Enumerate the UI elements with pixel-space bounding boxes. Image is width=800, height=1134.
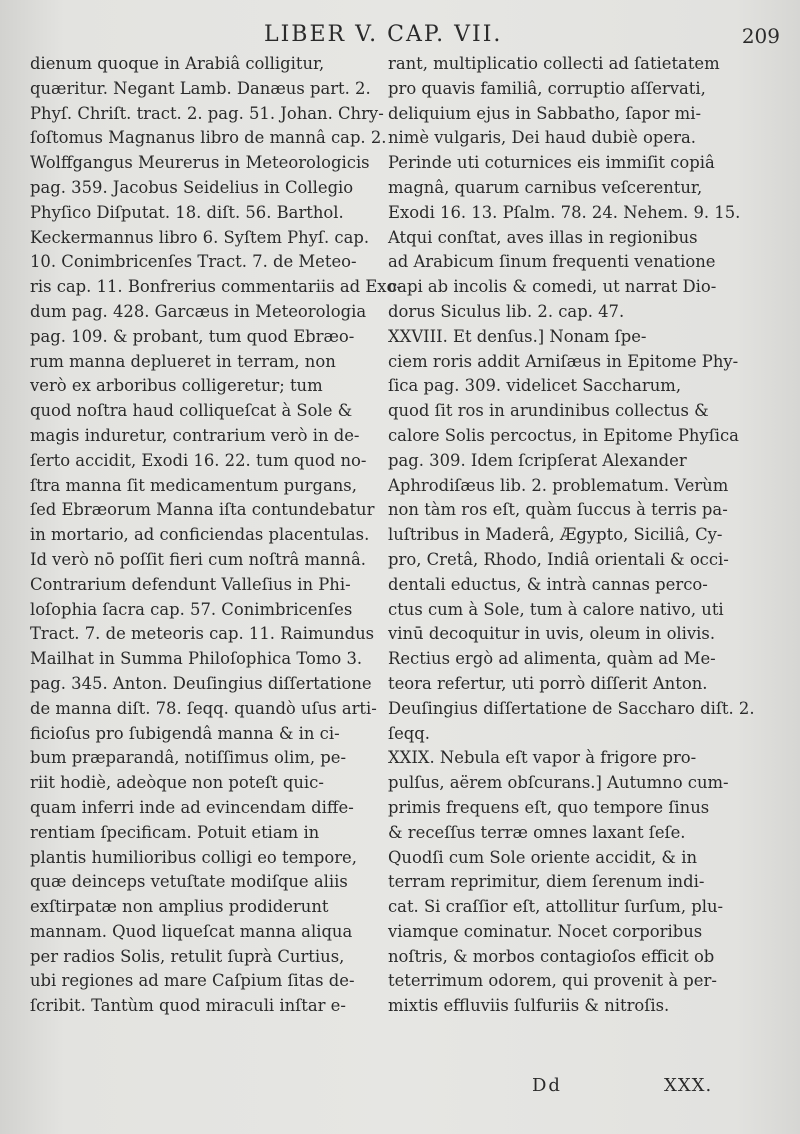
text-line: dum pag. 428. Garcæus in Meteorologia — [30, 301, 367, 321]
text-line: bum præparandâ, notiſſimus olim, pe- — [30, 748, 347, 768]
text-line: noſtris, & morbos contagioſos efficit ob — [388, 946, 715, 966]
text-line: luſtribus in Maderâ, Ægypto, Siciliâ, Cy- — [388, 525, 723, 545]
text-line: quam inferri inde ad evincendam diffe- — [30, 797, 354, 817]
text-line: viamque cominatur. Nocet corporibus — [388, 921, 703, 941]
text-line: non tàm ros eſt, quàm ſuccus à terris pa- — [388, 500, 728, 520]
text-line: quæritur. Negant Lamb. Danæus part. 2. — [30, 78, 371, 98]
left-text-column — [30, 52, 402, 1019]
page-header — [0, 16, 800, 52]
text-line: calore Solis percoctus, in Epitome Phyſica — [388, 425, 739, 445]
text-line: XXVIII. Et denſus.] Nonam ſpe- — [388, 326, 647, 346]
text-line: pro quavis familiâ, corruptio aſſervati, — [388, 78, 706, 98]
text-line: quæ deinceps vetuſtate modiſque aliis — [30, 872, 348, 892]
text-line: Keckermannus libro 6. Syſtem Phyſ. cap. — [30, 227, 370, 247]
text-line: ctus cum à Sole, tum à calore nativo, uti — [388, 599, 724, 619]
text-line: XXIX. Nebula eſt vapor à frigore pro- — [388, 748, 697, 768]
text-line: Deuſingius diſſertatione de Sacchаro diſt. 2. — [388, 698, 755, 718]
text-line: rum manna deplueret in terram, non — [30, 351, 336, 371]
text-line: pro, Cretâ, Rhodo, Indiâ orientali & occi- — [388, 549, 729, 569]
text-line: teora refertur, uti porrò diſſerit Anton. — [388, 673, 708, 693]
catchword: XXX. — [664, 1075, 713, 1096]
text-line: verò ex arboribus colligeretur; tum — [30, 376, 323, 396]
text-line: ad Arabicum ſinum frequenti venatione — [388, 252, 716, 272]
text-line: ris cap. 11. Bonfrerius commentariis ad Exo- — [30, 277, 402, 297]
text-line: nimè vulgaris, Dei haud dubiè opera. — [388, 128, 696, 148]
text-line: mannam. Quod liqueſcat manna aliqua — [30, 921, 353, 941]
text-line: in mortario, ad conficiendas placentulas. — [30, 525, 370, 545]
text-line: Rectius ergò ad alimenta, quàm ad Me- — [388, 649, 716, 669]
text-line: pag. 309. Idem ſcripſerat Alexander — [388, 450, 687, 470]
text-line: dorus Siculus lib. 2. cap. 47. — [388, 301, 625, 321]
text-line: ſeqq. — [388, 723, 430, 743]
right-text-column — [388, 52, 788, 1019]
text-line: dentali eductus, & intrà cannas perco- — [388, 574, 708, 594]
text-line: ſerto accidit, Exodi 16. 22. tum quod no- — [30, 450, 367, 470]
text-line: terram reprimitur, diem ſerenum indi- — [388, 872, 705, 892]
text-line: quod ſit ros in arundinibus collectus & — [388, 401, 709, 421]
text-line: per radios Solis, retulit ſuprà Curtius, — [30, 946, 345, 966]
text-line: pulſus, aërem obſcurans.] Autumno cum- — [388, 773, 729, 793]
text-line: rant, multiplicatio collecti ad ſatietatem — [388, 54, 720, 73]
text-line: Phyſ. Chriſt. tract. 2. pag. 51. Johan. Chry- — [30, 103, 384, 123]
text-line: loſophia ſacra cap. 57. Conimbricenſes — [30, 599, 353, 619]
text-line: deliquium ejus in Sabbatho, ſapor mi- — [388, 103, 701, 123]
text-line: Perinde uti coturnices eis immiſit copiâ — [388, 153, 715, 173]
text-line: magnâ, quarum carnibus veſcerentur, — [388, 177, 703, 197]
text-line: vinū decoquitur in uvis, oleum in olivis. — [388, 624, 716, 644]
text-line: Wolffgangus Meurerus in Meteorologicis — [30, 153, 370, 173]
text-line: ſica pag. 309. videlicet Saccharum, — [388, 376, 682, 396]
text-line: Id verò nō poſſit fieri cum noſtrâ mannâ. — [30, 549, 366, 569]
text-line: Phyſico Diſputat. 18. diſt. 56. Barthol. — [30, 202, 344, 222]
page-number: 209 — [741, 24, 780, 48]
signature-mark: Dd — [532, 1075, 562, 1096]
text-line: pag. 109. & probant, tum quod Ebræo- — [30, 326, 355, 346]
text-line: Mailhat in Summa Philoſophica Tomo 3. — [30, 649, 363, 669]
text-line: pag. 359. Jacobus Seidelius in Collegio — [30, 177, 354, 197]
text-line: ciem roris addit Arniſæus in Epitome Phy- — [388, 351, 739, 371]
text-line: Quodſi cum Sole oriente accidit, & in — [388, 847, 698, 867]
text-line: Atqui conſtat, aves illas in regionibus — [388, 227, 698, 247]
text-line: Aphrodiſæus lib. 2. problematum. Verùm — [388, 475, 729, 495]
text-line: ſed Ebræorum Manna iſta contundebatur — [30, 500, 375, 520]
text-line: primis frequens eſt, quo tempore ſinus — [388, 797, 710, 817]
text-line: ſtra manna ſit medicamentum purgans, — [30, 475, 357, 495]
text-line: ſcribit. Tantùm quod miraculi inſtar e- — [30, 996, 346, 1016]
text-line: pag. 345. Anton. Deuſingius diſſertatione — [30, 673, 372, 693]
text-line: ſoſtomus Magnanus libro de mannâ cap. 2. — [30, 128, 387, 148]
text-line: Exodi 16. 13. Pſalm. 78. 24. Nehem. 9. 15. — [388, 202, 741, 222]
text-line: plantis humilioribus colligi eo tempore, — [30, 847, 357, 867]
text-line: capi ab incolis & comedi, ut narrat Dio- — [388, 277, 717, 297]
text-line: riit hodiè, adeòque non poteſt quic- — [30, 773, 324, 793]
text-line: de manna diſt. 78. ſeqq. quandò uſus arti- — [30, 698, 377, 718]
running-head: LIBER V. CAP. VII. — [264, 22, 503, 47]
text-line: exſtirpatæ non amplius prodiderunt — [30, 897, 329, 917]
text-line: 10. Conimbricenſes Tract. 7. de Meteo- — [30, 252, 357, 272]
text-line: teterrimum odorem, qui provenit à per- — [388, 971, 717, 991]
text-line: Contrarium defendunt Valleſius in Phi- — [30, 574, 351, 594]
text-line: dienum quoque in Arabiâ colligitur, — [30, 54, 325, 73]
text-line: quod noſtra haud colliqueſcat à Sole & — [30, 401, 353, 421]
text-line: ficioſus pro ſubigendâ manna & in ci- — [30, 723, 340, 743]
text-line: rentiam ſpecificam. Potuit etiam in — [30, 822, 320, 842]
text-line: mixtis effluviis ſulfuriis & nitroſis. — [388, 996, 670, 1016]
text-line: & receſſus terræ omnes laxant ſeſe. — [388, 822, 686, 842]
text-line: cat. Si craſſior eſt, attollitur ſurſum, plu- — [388, 897, 724, 917]
text-line: Tract. 7. de meteoris cap. 11. Raimundus — [30, 624, 375, 644]
text-line: magis induretur, contrarium verò in de- — [30, 425, 360, 445]
text-line: ubi regiones ad mare Caſpium ſitas de- — [30, 971, 355, 991]
